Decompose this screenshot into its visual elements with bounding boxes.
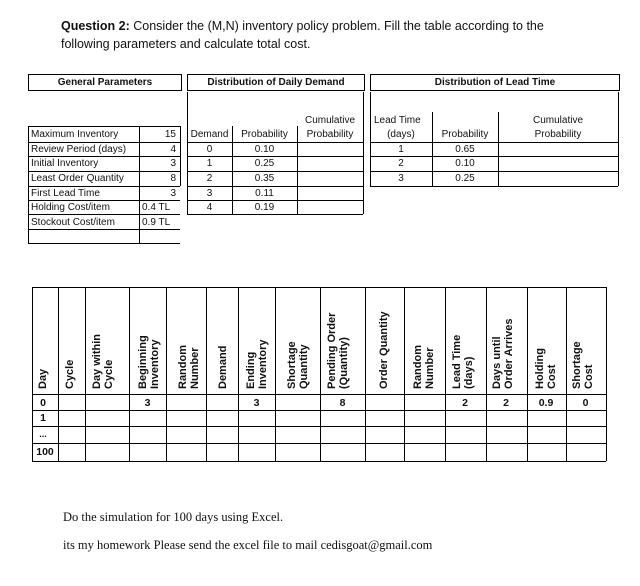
sim-grid-col-line — [238, 287, 239, 461]
sim-header-line: Shortage — [286, 341, 298, 389]
param-label: Holding Cost/item — [31, 202, 110, 213]
sim-grid-row-line — [32, 426, 606, 427]
param-value: 3 — [170, 188, 176, 199]
sim-header-random-number — [177, 345, 201, 389]
sim-day-label: 1 — [40, 412, 46, 424]
sim-grid-row-line — [32, 443, 606, 444]
sim-header-line: Number — [189, 347, 201, 389]
demand-cum-header: Cumulative — [304, 115, 356, 126]
sim-header-holding-cost — [534, 348, 558, 389]
param-value: 4 — [170, 144, 176, 155]
sim-grid-col-line — [527, 287, 528, 461]
question-text — [61, 17, 621, 53]
param-label: First Lead Time — [31, 188, 100, 199]
sim-days-until: 2 — [503, 397, 509, 409]
sim-grid-row-line — [32, 287, 606, 288]
sim-header-line: Inventory — [149, 339, 161, 389]
lead-dist-title: Distribution of Lead Time — [370, 74, 620, 91]
sim-grid-col-line — [445, 287, 446, 461]
sim-header-pending-order — [326, 313, 350, 389]
lead-time-value: 3 — [398, 173, 404, 184]
demand-value: 0 — [206, 144, 213, 155]
sim-header-line: Cost — [583, 364, 595, 389]
sim-header-day: Day — [37, 368, 49, 389]
sim-shortage-cost: 0 — [582, 397, 589, 409]
sim-header-lead-time — [451, 335, 475, 389]
demand-prob-header: Probability — [241, 129, 288, 140]
lead-col-header-2: (days) — [387, 129, 415, 140]
sim-header-line: Inventory — [257, 339, 269, 389]
demand-prob: 0.10 — [254, 144, 275, 155]
sim-header-line: Ending — [245, 351, 257, 389]
param-value: 15 — [164, 129, 176, 140]
footer-request: its my homework Please send the excel file to mail cedisgoat@gmail.com — [63, 538, 433, 552]
sim-grid-col-line — [275, 287, 276, 461]
lead-col-header: Lead Time — [374, 115, 421, 126]
sim-header-line: Cycle — [103, 359, 115, 389]
param-value: 0.9 TL — [142, 217, 171, 228]
sim-day-label: 100 — [36, 446, 54, 458]
sim-grid-row-line — [32, 394, 606, 395]
sim-header-line: Order Arrives — [503, 318, 515, 389]
demand-value: 3 — [206, 188, 213, 199]
demand-prob: 0.11 — [255, 188, 274, 199]
sim-header-ending-inventory — [245, 339, 269, 389]
param-label: Stockout Cost/item — [31, 217, 115, 228]
param-label: Review Period (days) — [31, 144, 127, 155]
demand-prob: 0.25 — [254, 158, 275, 169]
sim-header-line: Day within — [91, 333, 103, 389]
sim-header-line: Beginning — [137, 335, 149, 389]
sim-header-demand: Demand — [217, 345, 229, 389]
demand-value: 4 — [206, 202, 213, 213]
sim-grid-col-line — [58, 287, 59, 461]
param-value: 0.4 TL — [142, 202, 171, 213]
general-params-title: General Parameters — [28, 74, 182, 91]
sim-header-line: (Quantity) — [338, 337, 350, 389]
sim-header-line: Random — [177, 345, 189, 389]
sim-grid-col-line — [365, 287, 366, 461]
sim-header-cycle: Cycle — [64, 359, 76, 389]
lead-time-value: 2 — [398, 158, 404, 169]
sim-header-line: (days) — [463, 356, 475, 389]
sim-ending-inventory: 3 — [253, 397, 260, 409]
demand-cum-header-2: Probability — [306, 129, 354, 140]
sim-day-label: 0 — [40, 397, 46, 409]
sim-lead-time: 2 — [462, 397, 468, 409]
sim-header-beginning-inventory — [137, 335, 161, 389]
sim-header-line: Holding — [534, 348, 546, 389]
footer-instruction: Do the simulation for 100 days using Excel. — [63, 510, 284, 524]
sim-grid-row-line — [32, 461, 606, 462]
param-label: Initial Inventory — [31, 158, 99, 169]
sim-header-line: Cost — [546, 364, 558, 389]
sim-grid-col-line — [166, 287, 167, 461]
sim-header-order-quantity: Order Quantity — [378, 311, 390, 389]
sim-grid-col-line — [129, 287, 130, 461]
sim-header-line: Pending Order — [326, 312, 338, 389]
question-body-line2: following parameters and calculate total cost. — [61, 37, 311, 51]
demand-dist-title: Distribution of Daily Demand — [187, 74, 365, 91]
param-label: Maximum Inventory — [31, 129, 119, 140]
demand-prob: 0.19 — [254, 202, 275, 213]
sim-header-line: Shortage — [571, 341, 583, 389]
sim-grid-col-line — [566, 287, 567, 461]
sim-header-random-number-2 — [412, 345, 436, 389]
sim-header-line: Random — [412, 345, 424, 389]
sim-grid-col-line — [404, 287, 405, 461]
lead-time-value: 1 — [398, 144, 404, 155]
param-label: Least Order Quantity — [31, 173, 124, 184]
question-label: Question 2: — [61, 19, 130, 33]
sim-header-days-until — [491, 318, 515, 389]
demand-value: 1 — [206, 158, 213, 169]
sim-header-line: Quantity — [298, 344, 310, 389]
sim-beginning-inventory: 3 — [144, 397, 151, 409]
sim-grid-col-line — [206, 287, 207, 461]
lead-cum-header: Cumulative — [532, 115, 584, 126]
lead-prob-header: Probability — [441, 129, 489, 140]
lead-prob: 0.25 — [455, 173, 475, 184]
demand-prob: 0.35 — [254, 173, 275, 184]
sim-header-shortage-quantity — [286, 341, 310, 389]
sim-day-label: ... — [39, 429, 47, 439]
sim-grid-col-line — [606, 287, 607, 461]
lead-prob: 0.65 — [455, 144, 475, 155]
sim-header-shortage-cost — [571, 341, 595, 389]
sim-grid-col-line — [320, 287, 321, 461]
sim-grid-col-line — [85, 287, 86, 461]
sim-header-line: Lead Time — [451, 334, 463, 389]
sim-header-day-within — [91, 334, 115, 389]
param-value: 8 — [170, 173, 176, 184]
sim-grid-row-line — [32, 410, 606, 411]
question-body: Consider the (M,N) inventory policy problem. Fill the table according to the — [129, 19, 544, 33]
demand-value: 2 — [206, 173, 213, 184]
sim-grid-col-line — [486, 287, 487, 461]
sim-pending-order: 8 — [339, 397, 346, 409]
sim-header-line: Number — [424, 347, 436, 389]
param-value: 3 — [170, 158, 176, 169]
sim-holding-cost: 0.9 — [538, 397, 554, 409]
sim-header-line: Days until — [491, 336, 503, 389]
demand-col-header: Demand — [190, 129, 229, 140]
lead-cum-header-2: Probability — [534, 129, 582, 140]
lead-prob: 0.10 — [455, 158, 475, 169]
